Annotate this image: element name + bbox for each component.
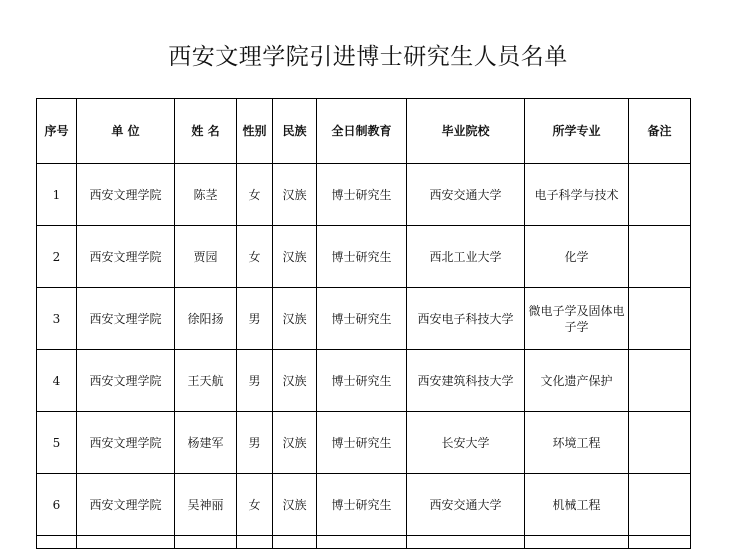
cell-index: 6 — [37, 474, 77, 536]
cell-index: 3 — [37, 288, 77, 350]
cell-ethnicity: 汉族 — [273, 474, 317, 536]
cell-unit: 西安文理学院 — [77, 288, 175, 350]
personnel-table — [36, 98, 691, 549]
cell-gender: 女 — [237, 164, 273, 226]
column-header-major: 所学专业 — [525, 99, 629, 164]
cell-ethnicity: 汉族 — [273, 350, 317, 412]
cell-education: 博士研究生 — [317, 288, 407, 350]
cell-remarks — [629, 226, 691, 288]
table-header-row — [37, 99, 691, 164]
cell-gender: 男 — [237, 412, 273, 474]
cell-name: 贾园 — [175, 226, 237, 288]
cell-empty — [37, 536, 77, 549]
cell-school: 西安交通大学 — [407, 474, 525, 536]
cell-ethnicity: 汉族 — [273, 226, 317, 288]
cell-school: 西安建筑科技大学 — [407, 350, 525, 412]
cell-empty — [317, 536, 407, 549]
cell-unit: 西安文理学院 — [77, 164, 175, 226]
column-header-unit: 单 位 — [77, 99, 175, 164]
cell-index: 5 — [37, 412, 77, 474]
page-title: 西安文理学院引进博士研究生人员名单 — [168, 44, 568, 70]
cell-remarks — [629, 164, 691, 226]
cell-index: 2 — [37, 226, 77, 288]
cell-education: 博士研究生 — [317, 412, 407, 474]
cell-school: 西安交通大学 — [407, 164, 525, 226]
cell-gender: 男 — [237, 350, 273, 412]
cell-major: 环境工程 — [525, 412, 629, 474]
cell-ethnicity: 汉族 — [273, 288, 317, 350]
cell-remarks — [629, 288, 691, 350]
cell-major: 文化遗产保护 — [525, 350, 629, 412]
cell-ethnicity: 汉族 — [273, 412, 317, 474]
cell-school: 西安电子科技大学 — [407, 288, 525, 350]
column-header-school: 毕业院校 — [407, 99, 525, 164]
cell-major: 机械工程 — [525, 474, 629, 536]
table-row — [37, 350, 691, 412]
cell-name: 王天航 — [175, 350, 237, 412]
cell-remarks — [629, 412, 691, 474]
cell-unit: 西安文理学院 — [77, 412, 175, 474]
cell-name: 杨建军 — [175, 412, 237, 474]
column-header-remarks: 备注 — [629, 99, 691, 164]
column-header-index: 序号 — [37, 99, 77, 164]
cell-education: 博士研究生 — [317, 350, 407, 412]
cell-unit: 西安文理学院 — [77, 226, 175, 288]
cell-gender: 女 — [237, 226, 273, 288]
cell-empty — [629, 536, 691, 549]
column-header-name: 姓 名 — [175, 99, 237, 164]
table-row — [37, 164, 691, 226]
cell-education: 博士研究生 — [317, 226, 407, 288]
cell-school: 西北工业大学 — [407, 226, 525, 288]
cell-gender: 男 — [237, 288, 273, 350]
cell-empty — [77, 536, 175, 549]
cell-gender: 女 — [237, 474, 273, 536]
cell-unit: 西安文理学院 — [77, 350, 175, 412]
cell-name: 陈茎 — [175, 164, 237, 226]
cell-major: 微电子学及固体电子学 — [525, 288, 629, 350]
table-row — [37, 226, 691, 288]
cell-education: 博士研究生 — [317, 474, 407, 536]
cell-major: 化学 — [525, 226, 629, 288]
cell-empty — [237, 536, 273, 549]
cell-education: 博士研究生 — [317, 164, 407, 226]
cell-index: 4 — [37, 350, 77, 412]
cell-school: 长安大学 — [407, 412, 525, 474]
cell-remarks — [629, 474, 691, 536]
cell-empty — [175, 536, 237, 549]
cell-major: 电子科学与技术 — [525, 164, 629, 226]
cell-empty — [407, 536, 525, 549]
cell-name: 吴神丽 — [175, 474, 237, 536]
table-row-partial — [37, 536, 691, 549]
cell-ethnicity: 汉族 — [273, 164, 317, 226]
table-row — [37, 412, 691, 474]
cell-remarks — [629, 350, 691, 412]
table-row — [37, 288, 691, 350]
cell-name: 徐阳扬 — [175, 288, 237, 350]
cell-empty — [525, 536, 629, 549]
column-header-gender: 性别 — [237, 99, 273, 164]
cell-empty — [273, 536, 317, 549]
table-row — [37, 474, 691, 536]
column-header-ethnicity: 民族 — [273, 99, 317, 164]
cell-index: 1 — [37, 164, 77, 226]
column-header-education: 全日制教育 — [317, 99, 407, 164]
cell-unit: 西安文理学院 — [77, 474, 175, 536]
